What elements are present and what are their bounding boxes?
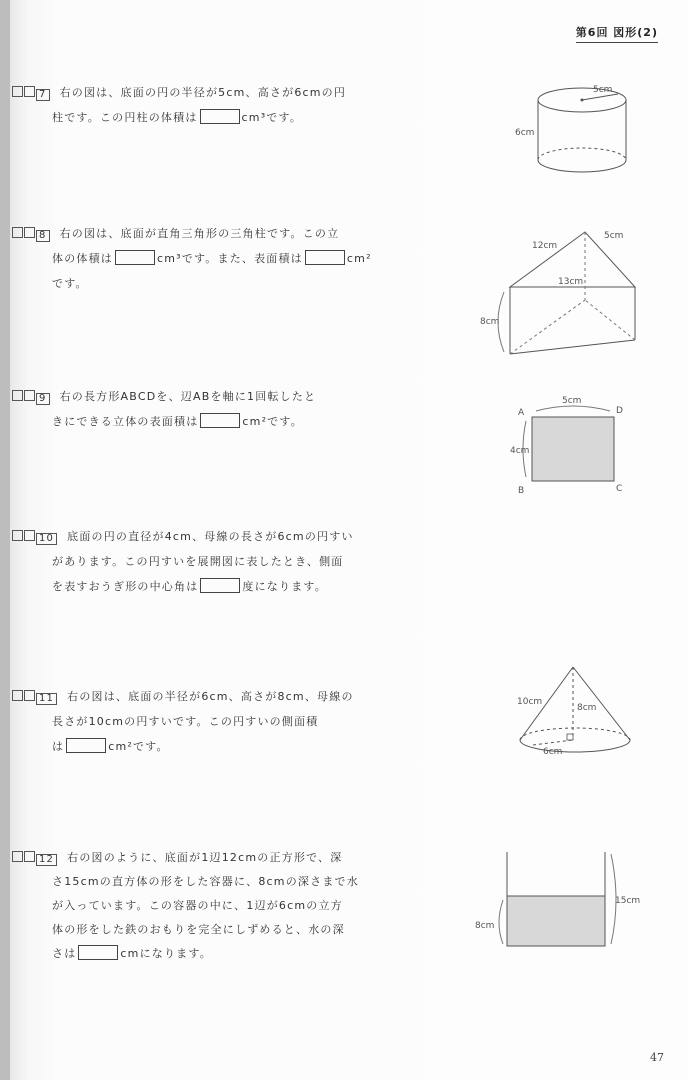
problem-12-line-4: 体の形をした鉄のおもりを完全にしずめると、水の深 [52, 923, 345, 936]
problem-12-line-5: さは cmになります。 [52, 947, 212, 960]
answer-box[interactable] [78, 945, 118, 960]
checkbox-icon[interactable] [24, 690, 35, 701]
prism-height-label: 8cm [480, 317, 500, 327]
page-header: 第6回 図形(2) [576, 24, 658, 43]
cone-slant-label: 10cm [517, 697, 543, 707]
problem-number: 9 [36, 393, 50, 405]
prism-edge-5-label: 5cm [604, 231, 624, 241]
problem-9 [12, 384, 392, 434]
problem-number: 8 [36, 230, 50, 242]
answer-box[interactable] [200, 578, 240, 593]
checkbox-icon[interactable] [24, 390, 35, 401]
problem-9-line-1: 9 右の長方形ABCDを、辺ABを軸に1回転したと [12, 384, 392, 409]
problem-12 [12, 846, 392, 966]
cylinder-figure [500, 80, 650, 190]
book-spine [0, 0, 10, 1080]
problem-8-line-2: 体の体積は cm³です。また、表面積は cm² [52, 252, 372, 265]
checkbox-icon[interactable] [24, 530, 35, 541]
checkbox-icon[interactable] [12, 530, 23, 541]
prism-edge-13-label: 13cm [558, 277, 584, 287]
checkbox-icon[interactable] [12, 851, 23, 862]
problem-10-line-2: があります。この円すいを展開図に表したとき、側面 [52, 555, 344, 568]
answer-box[interactable] [200, 413, 240, 428]
problem-number: 10 [36, 533, 57, 545]
problem-11-line-3: は cm²です。 [52, 740, 169, 753]
prism-edge-12-label: 12cm [532, 241, 558, 251]
problem-11-line-2: 長さが10cmの円すいです。この円すいの側面積 [52, 715, 319, 728]
checkbox-icon[interactable] [24, 227, 35, 238]
checkbox-icon[interactable] [12, 227, 23, 238]
cone-radius-label: 6cm [543, 747, 563, 757]
answer-box[interactable] [200, 109, 240, 124]
checkbox-icon[interactable] [12, 690, 23, 701]
problem-8-line-1: 8 右の図は、底面が直角三角形の三角柱です。この立 [12, 221, 392, 246]
rectangle-abcd-figure [510, 395, 640, 495]
problem-12-line-2: さ15cmの直方体の形をした容器に、8cmの深さまで水 [52, 875, 359, 888]
problem-11-line-1: 11 右の図は、底面の半径が6cm、高さが8cm、母線の [12, 684, 392, 709]
container-depth-label: 15cm [615, 896, 641, 906]
answer-box[interactable] [115, 250, 155, 265]
cone-height-label: 8cm [577, 703, 597, 713]
container-figure [475, 848, 645, 953]
checkbox-icon[interactable] [24, 86, 35, 97]
vertex-d-label: D [616, 406, 623, 416]
water-depth-label: 8cm [475, 921, 495, 931]
cone-figure [505, 662, 645, 762]
rectangle-top-length-label: 5cm [562, 396, 582, 406]
problem-10-line-1: 10 底面の円の直径が4cm、母線の長さが6cmの円すい [12, 524, 392, 549]
problem-8-line-3: です。 [52, 277, 88, 290]
vertex-a-label: A [518, 408, 525, 418]
problem-8 [12, 221, 392, 296]
cylinder-height-label: 6cm [515, 128, 535, 138]
cylinder-radius-label: 5cm [593, 85, 613, 95]
problem-10-line-3: を表すおうぎ形の中心角は 度になります。 [52, 580, 327, 593]
problem-number: 7 [36, 89, 50, 101]
checkbox-icon[interactable] [12, 390, 23, 401]
problem-7 [12, 80, 392, 130]
problem-7-line-1: 7 右の図は、底面の円の半径が5cm、高さが6cmの円 [12, 80, 392, 105]
problem-10 [12, 524, 392, 599]
problem-12-line-1: 12 右の図のように、底面が1辺12cmの正方形で、深 [12, 846, 392, 870]
problem-12-line-3: が入っています。この容器の中に、1辺が6cmの立方 [52, 899, 343, 912]
page-number: 47 [650, 1051, 664, 1064]
vertex-b-label: B [518, 486, 525, 495]
problem-number: 12 [36, 854, 57, 866]
problem-number: 11 [36, 693, 57, 705]
problem-9-line-2: きにできる立体の表面積は cm²です。 [52, 415, 303, 428]
vertex-c-label: C [616, 484, 623, 494]
checkbox-icon[interactable] [24, 851, 35, 862]
rectangle-side-length-label: 4cm [510, 446, 530, 456]
triangular-prism-figure [480, 222, 650, 357]
checkbox-icon[interactable] [12, 86, 23, 97]
problem-7-line-2: 柱です。この円柱の体積は cm³です。 [52, 111, 303, 124]
answer-box[interactable] [305, 250, 345, 265]
problem-11 [12, 684, 392, 759]
answer-box[interactable] [66, 738, 106, 753]
